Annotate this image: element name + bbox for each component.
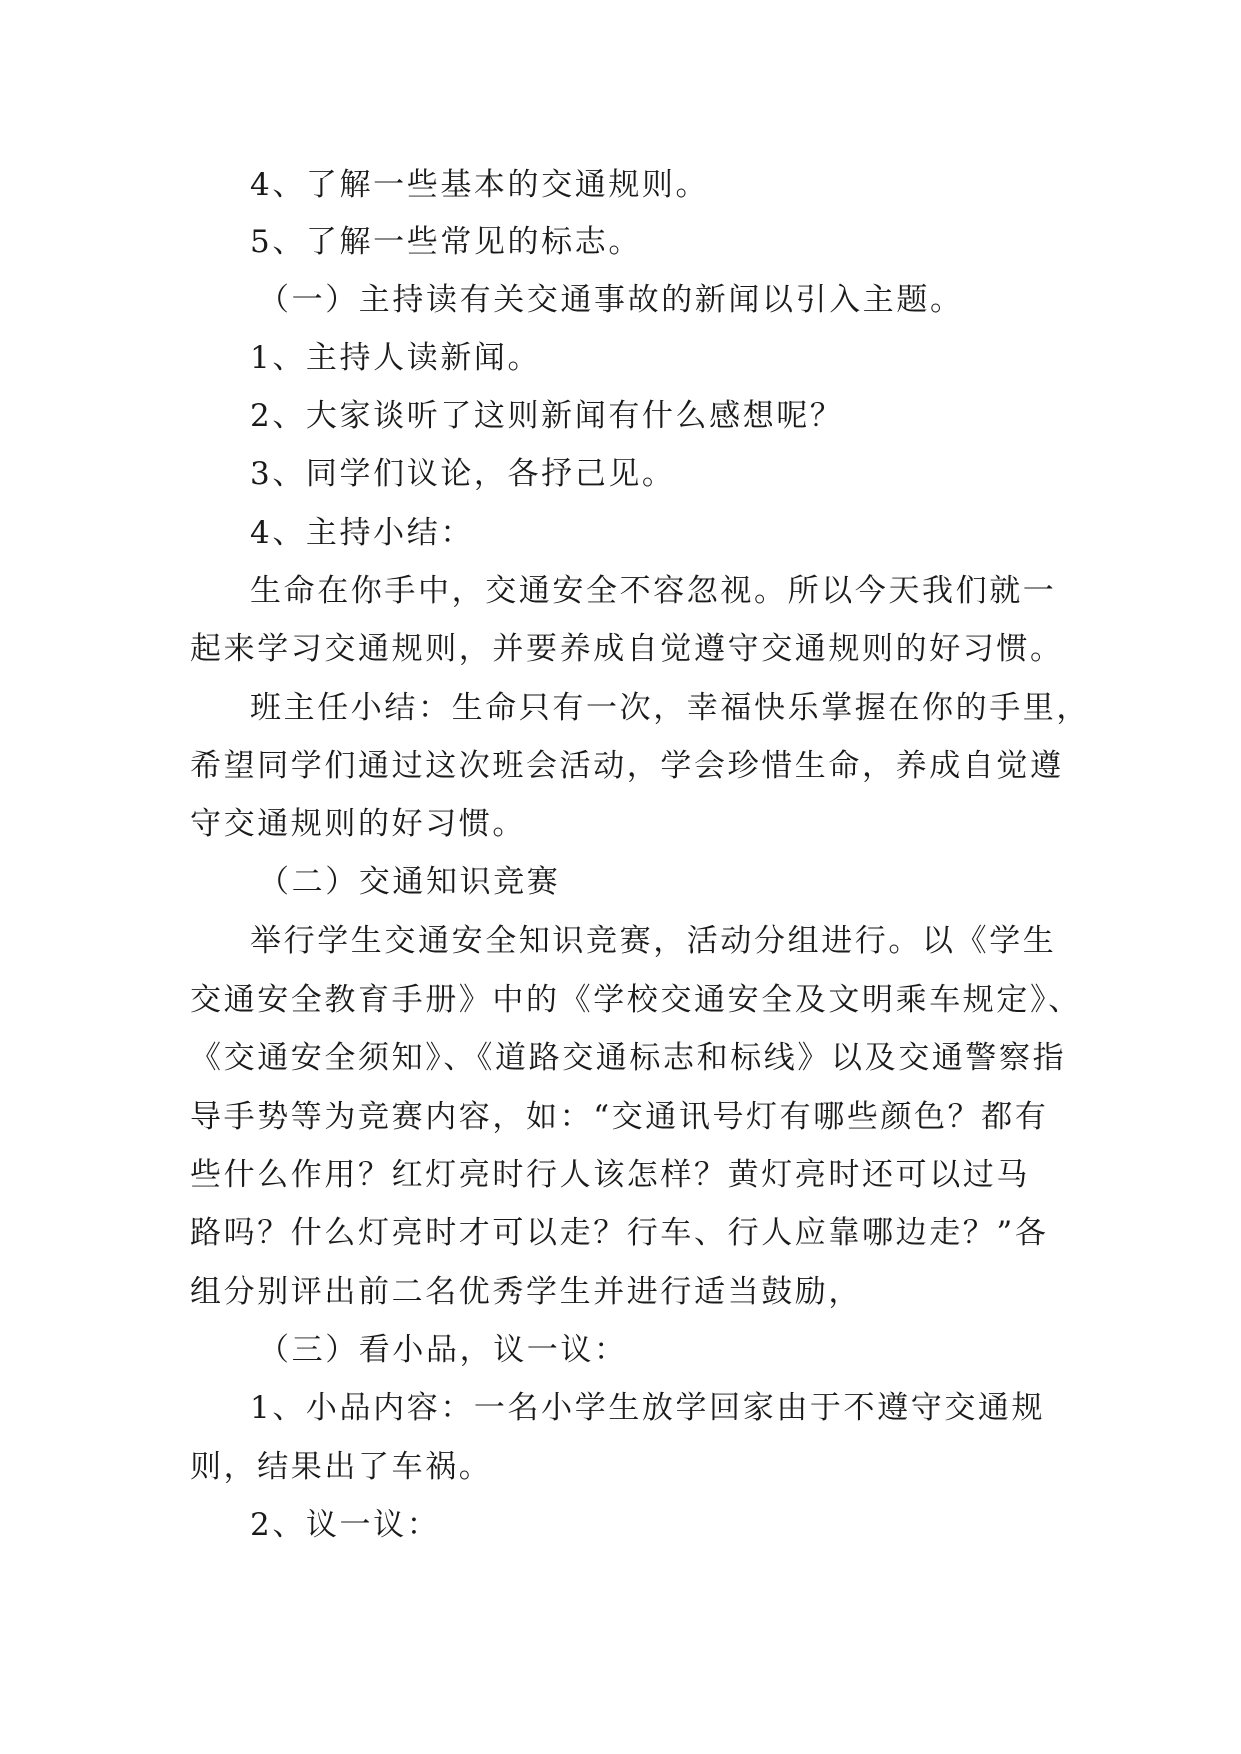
paragraph-line: 交通安全教育手册》中的《学校交通安全及文明乘车规定》、 — [190, 982, 1082, 1018]
paragraph-line: 守交通规则的好习惯。 — [190, 806, 526, 842]
paragraph-line: 班主任小结：生命只有一次，幸福快乐掌握在你的手里， — [250, 690, 1090, 726]
paragraph-line: 导手势等为竞赛内容，如：“交通讯号灯有哪些颜色？都有 — [190, 1099, 1049, 1135]
paragraph-line: 举行学生交通安全知识竞赛，活动分组进行。以《学生 — [250, 923, 1057, 959]
list-item: 2、大家谈听了这则新闻有什么感想呢？ — [250, 398, 844, 434]
list-item: 1、小品内容：一名小学生放学回家由于不遵守交通规 — [250, 1390, 1046, 1426]
section-heading: （二）交通知识竞赛 — [258, 864, 561, 900]
paragraph-line: 些什么作用？红灯亮时行人该怎样？黄灯亮时还可以过马 — [190, 1157, 1030, 1193]
paragraph-line: 生命在你手中，交通安全不容忽视。所以今天我们就一 — [250, 573, 1057, 609]
paragraph-line: 希望同学们通过这次班会活动，学会珍惜生命，养成自觉遵 — [190, 748, 1064, 784]
section-heading: （三）看小品，议一议： — [258, 1332, 628, 1368]
paragraph-line: 则，结果出了车祸。 — [190, 1449, 493, 1485]
paragraph-line: 路吗？什么灯亮时才可以走？行车、行人应靠哪边走？”各 — [190, 1215, 1049, 1251]
paragraph-line: 起来学习交通规则，并要养成自觉遵守交通规则的好习惯。 — [190, 631, 1064, 667]
list-item: 2、议一议： — [250, 1507, 441, 1543]
list-item: 1、主持人读新闻。 — [250, 340, 542, 376]
paragraph-line: 《交通安全须知》、《道路交通标志和标线》以及交通警察指 — [190, 1040, 1067, 1076]
list-item: 5、了解一些常见的标志。 — [250, 224, 642, 260]
list-item: 4、主持小结： — [250, 515, 474, 551]
paragraph-line: 组分别评出前二名优秀学生并进行适当鼓励， — [190, 1274, 862, 1310]
list-item: 3、同学们议论，各抒己见。 — [250, 456, 676, 492]
section-heading: （一）主持读有关交通事故的新闻以引入主题。 — [258, 282, 964, 318]
list-item: 4、了解一些基本的交通规则。 — [250, 167, 710, 203]
